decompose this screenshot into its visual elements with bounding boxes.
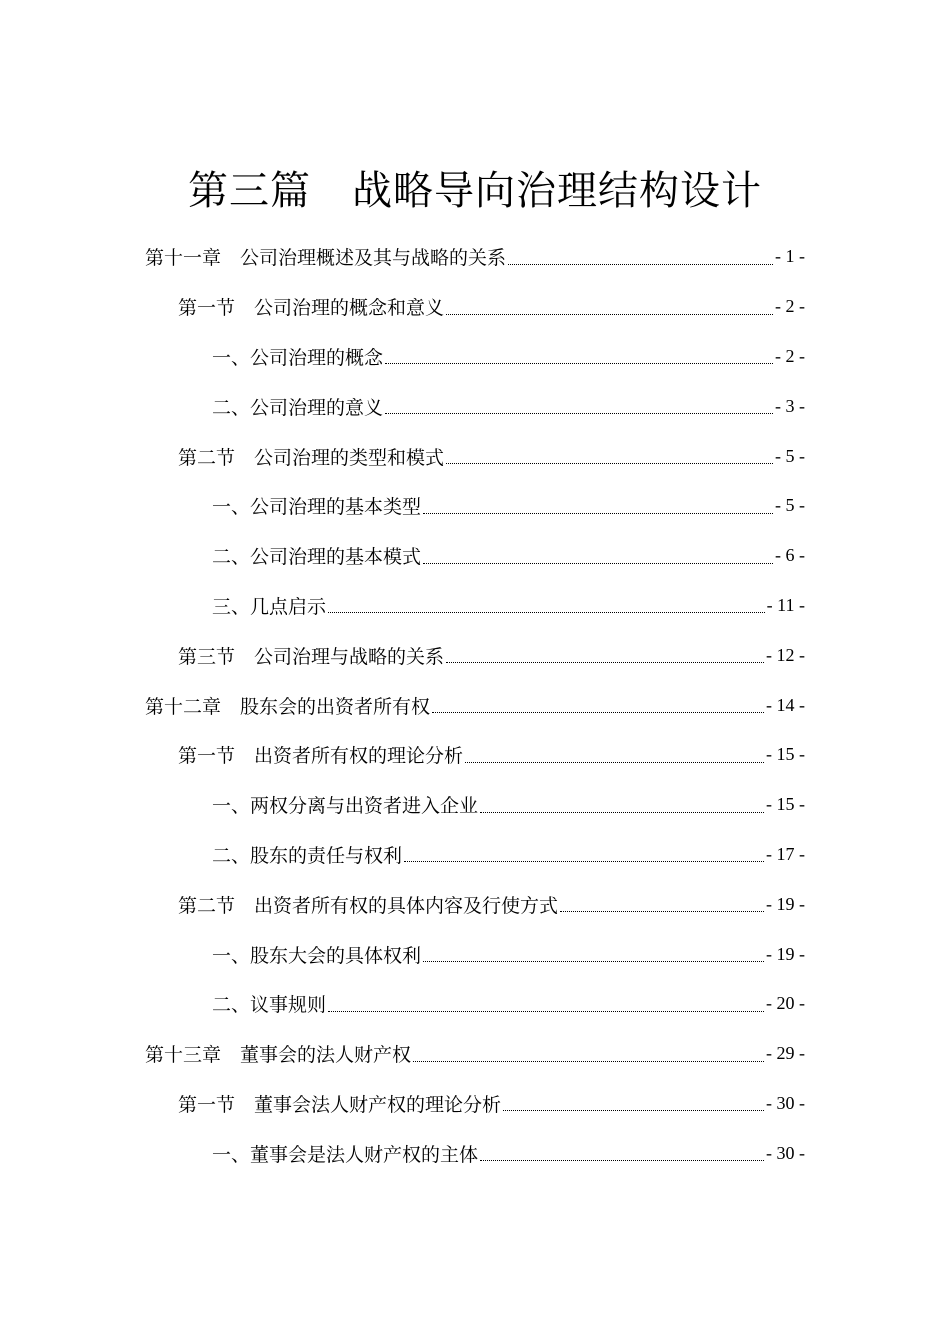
toc-page-number: - 2 - (775, 296, 805, 317)
toc-dot-leader (508, 264, 773, 265)
toc-page-number: - 1 - (775, 246, 805, 267)
toc-entry-label: 二、公司治理的基本模式 (212, 546, 422, 569)
toc-entry[interactable] (0, 581, 950, 631)
toc-page-number: - 12 - (766, 644, 805, 665)
toc-entry[interactable] (0, 830, 950, 880)
toc-dot-leader (446, 662, 764, 663)
toc-entry-label: 一、公司治理的基本类型 (212, 496, 422, 519)
toc-entry[interactable] (0, 929, 950, 979)
toc-page-number: - 5 - (775, 445, 805, 466)
toc-page-number: - 6 - (775, 545, 805, 566)
toc-entry[interactable] (0, 282, 950, 332)
toc-entry-label: 二、股东的责任与权利 (212, 844, 403, 867)
toc-entry-label: 第二节 出资者所有权的具体内容及行使方式 (178, 894, 559, 917)
toc-entry-label: 二、议事规则 (212, 994, 327, 1017)
toc-entry[interactable] (0, 780, 950, 830)
toc-dot-leader (423, 513, 773, 514)
toc-entry-label: 一、两权分离与出资者进入企业 (212, 795, 479, 818)
toc-dot-leader (385, 363, 773, 364)
toc-entry-label: 第一节 董事会法人财产权的理论分析 (178, 1093, 502, 1116)
toc-page-number: - 29 - (766, 1043, 805, 1064)
toc-dot-leader (432, 712, 764, 713)
toc-page-number: - 14 - (766, 694, 805, 715)
toc-dot-leader (385, 413, 773, 414)
toc-dot-leader (560, 911, 764, 912)
toc-entry-label: 一、董事会是法人财产权的主体 (212, 1143, 479, 1166)
toc-dot-leader (328, 1011, 764, 1012)
toc-page-number: - 2 - (775, 345, 805, 366)
toc-entry[interactable] (0, 381, 950, 431)
toc-dot-leader (480, 812, 764, 813)
toc-page-number: - 15 - (766, 744, 805, 765)
toc-dot-leader (423, 961, 764, 962)
toc-entry-label: 二、公司治理的意义 (212, 396, 384, 419)
toc-entry[interactable] (0, 630, 950, 680)
toc-entry[interactable] (0, 979, 950, 1029)
toc-page-number: - 19 - (766, 943, 805, 964)
toc-entry-label: 一、股东大会的具体权利 (212, 944, 422, 967)
toc-entry[interactable] (0, 1128, 950, 1178)
toc-page-number: - 17 - (766, 843, 805, 864)
toc-entry-label: 第二节 公司治理的类型和模式 (178, 446, 445, 469)
toc-dot-leader (404, 861, 764, 862)
toc-page-number: - 11 - (766, 594, 805, 615)
toc-entry[interactable] (0, 332, 950, 382)
toc-entry[interactable] (0, 531, 950, 581)
toc-entry[interactable] (0, 232, 950, 282)
toc-dot-leader (465, 762, 764, 763)
toc-entry[interactable] (0, 481, 950, 531)
toc-page-number: - 30 - (766, 1142, 805, 1163)
toc-page-number: - 30 - (766, 1092, 805, 1113)
toc-entry-label: 第一节 出资者所有权的理论分析 (178, 745, 464, 768)
toc-dot-leader (413, 1061, 764, 1062)
toc-page-number: - 15 - (766, 794, 805, 815)
toc-dot-leader (503, 1110, 764, 1111)
toc-entry-label: 第三节 公司治理与战略的关系 (178, 645, 445, 668)
toc-dot-leader (423, 563, 773, 564)
toc-entry-label: 第十二章 股东会的出资者所有权 (145, 695, 431, 718)
page-title: 第三篇 战略导向治理结构设计 (188, 167, 762, 214)
toc-entry-label: 第一节 公司治理的概念和意义 (178, 297, 445, 320)
toc-entry-label: 第十一章 公司治理概述及其与战略的关系 (145, 247, 507, 270)
toc-dot-leader (328, 612, 765, 613)
toc-page-number: - 20 - (766, 993, 805, 1014)
toc-page-number: - 3 - (775, 395, 805, 416)
toc-entry[interactable] (0, 1029, 950, 1079)
toc-entry-label: 第十三章 董事会的法人财产权 (145, 1044, 412, 1067)
toc-dot-leader (446, 463, 773, 464)
toc-entry[interactable] (0, 730, 950, 780)
toc-dot-leader (480, 1160, 764, 1161)
toc-entry[interactable] (0, 879, 950, 929)
toc-entry-label: 一、公司治理的概念 (212, 346, 384, 369)
toc-dot-leader (446, 314, 773, 315)
toc-page-number: - 5 - (775, 495, 805, 516)
toc-entry-label: 三、几点启示 (212, 595, 327, 618)
toc-entry[interactable] (0, 431, 950, 481)
toc-entry[interactable] (0, 680, 950, 730)
toc-entry[interactable] (0, 1079, 950, 1129)
table-of-contents (0, 232, 950, 1178)
toc-page-number: - 19 - (766, 893, 805, 914)
